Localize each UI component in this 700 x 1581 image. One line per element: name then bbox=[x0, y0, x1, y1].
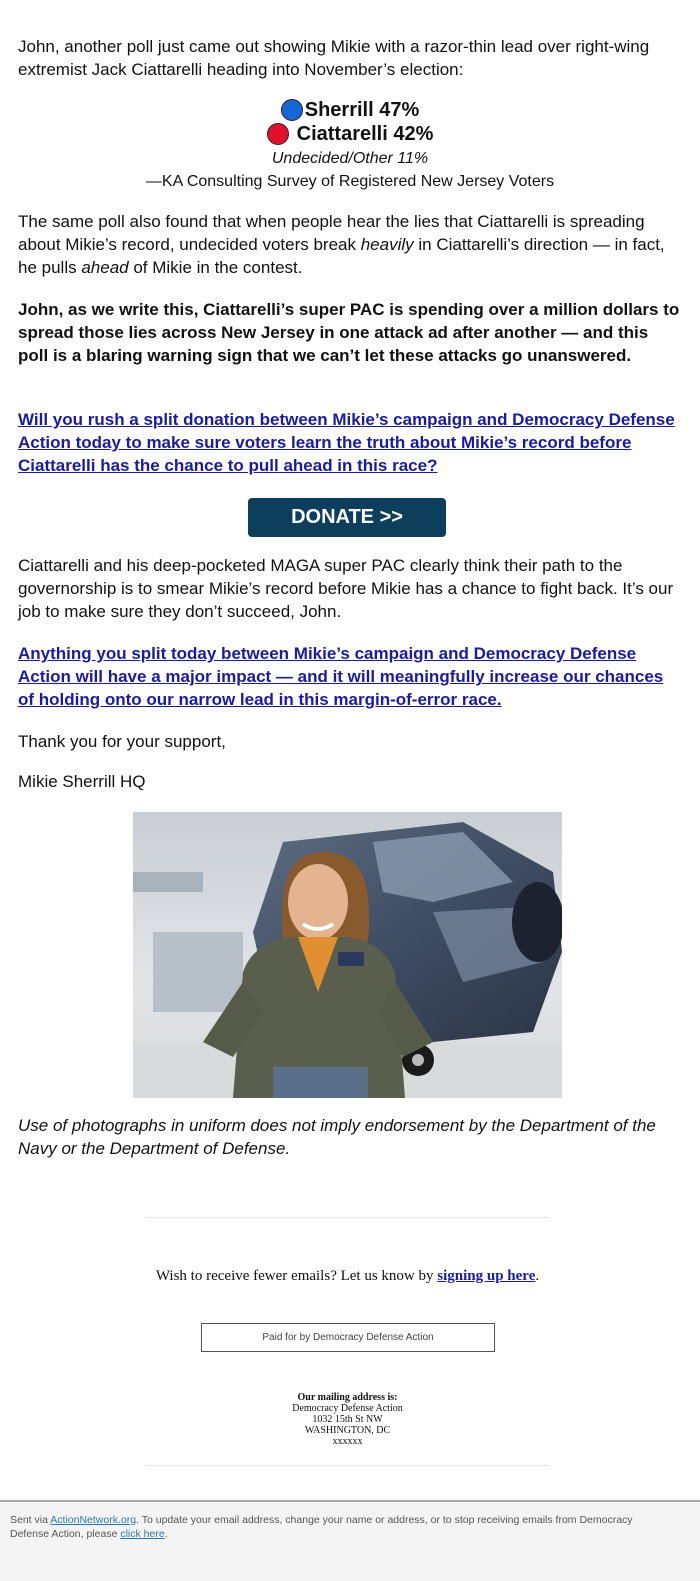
uniform-disclaimer: Use of photographs in uniform does not imply endorsement by the Department of the Navy or the Department of Defense. bbox=[18, 1116, 656, 1158]
donation-ask-link[interactable]: Will you rush a split donation between Mikie’s campaign and Democracy Defense Action today to make sure voters learn the truth about Mikie’s record before Ciattarelli has the chance to pull ahead in this race? bbox=[18, 410, 675, 475]
mailing-zip: xxxxxx bbox=[332, 1436, 363, 1447]
split-donation-link[interactable]: Anything you split today between Mikie’s campaign and Democracy Defense Action will have a major impact — and it will meaningfully increase our chances of holding onto our narrow lead in this margin-of-error race. bbox=[18, 644, 664, 709]
unsubscribe-click-here-link[interactable]: click here bbox=[120, 1528, 165, 1540]
action-network-footer bbox=[0, 1500, 700, 1581]
mailing-address-title: Our mailing address is: bbox=[297, 1392, 398, 1403]
poll-finding-paragraph bbox=[18, 210, 682, 279]
footer-divider-bottom bbox=[145, 1465, 550, 1466]
sent-via-suffix: . bbox=[164, 1528, 168, 1540]
mailing-street: 1032 15th St NW bbox=[312, 1414, 383, 1425]
mailing-city: WASHINGTON, DC bbox=[304, 1425, 391, 1436]
split-donation-paragraph bbox=[18, 642, 682, 711]
thanks-text: Thank you for your support, bbox=[18, 732, 226, 751]
poll-results bbox=[18, 98, 682, 193]
sent-via-text bbox=[10, 1513, 670, 1541]
poll-ciattarelli: Ciattarelli 42% bbox=[296, 123, 434, 145]
signature: Mikie Sherrill HQ bbox=[18, 772, 146, 791]
blue-circle-icon bbox=[281, 99, 303, 121]
mailing-org: Democracy Defense Action bbox=[292, 1403, 403, 1414]
para2-emphasis-heavily: heavily bbox=[360, 235, 414, 254]
mailing-address bbox=[0, 1392, 695, 1447]
poll-row-ciattarelli bbox=[18, 122, 682, 146]
poll-source: —KA Consulting Survey of Registered New Jersey Voters bbox=[145, 173, 555, 190]
sent-via-prefix: Sent via bbox=[10, 1514, 51, 1526]
candidate-photo-illustration bbox=[133, 812, 562, 1098]
paid-for-box: Paid for by Democracy Defense Action bbox=[201, 1323, 495, 1352]
smear-paragraph: Ciattarelli and his deep-pocketed MAGA super PAC clearly think their path to the governorship is to smear Mikie’s record before Mikie has a chance to fight back. It’s our job to make sure they don’t succeed, John. bbox=[18, 556, 674, 621]
donation-ask-paragraph bbox=[18, 408, 682, 477]
poll-row-sherrill bbox=[18, 98, 682, 122]
donate-button[interactable]: DONATE >> bbox=[248, 498, 446, 537]
fewer-emails-suffix: . bbox=[535, 1268, 540, 1284]
fewer-emails-prefix: Wish to receive fewer emails? Let us know by bbox=[155, 1268, 438, 1284]
para2-text-c: of Mikie in the contest. bbox=[128, 258, 303, 277]
red-circle-icon bbox=[267, 123, 289, 145]
super-pac-paragraph: John, as we write this, Ciattarelli’s super PAC is spending over a million dollars to spread those lies across New Jersey in one attack ad after another — and this poll is a blaring warning sign that we can’t let these attacks go unanswered. bbox=[18, 300, 680, 365]
sent-via-middle: . To update your email address, change your name or address, or to stop receiving emails from Democracy Defense Action, please bbox=[10, 1514, 633, 1540]
footer-divider-top bbox=[145, 1217, 550, 1218]
candidate-photo bbox=[133, 812, 562, 1098]
signing-up-link[interactable]: signing up here bbox=[437, 1268, 536, 1284]
para2-emphasis-ahead: ahead bbox=[81, 258, 129, 277]
para2-text-b: in Ciattarelli’s direction — in fact, he pulls bbox=[18, 235, 665, 277]
fewer-emails-text bbox=[0, 1268, 695, 1285]
para2-text-a: The same poll also found that when people hear the lies that Ciattarelli is spreading about Mikie’s record, undecided voters break bbox=[18, 212, 645, 254]
intro-paragraph: John, another poll just came out showing Mikie with a razor-thin lead over right-wing extremist Jack Ciattarelli heading into November’s election: bbox=[18, 37, 650, 79]
poll-undecided: Undecided/Other 11% bbox=[271, 150, 429, 167]
action-network-link[interactable]: ActionNetwork.org bbox=[50, 1514, 137, 1526]
poll-sherrill: Sherrill 47% bbox=[304, 99, 420, 121]
